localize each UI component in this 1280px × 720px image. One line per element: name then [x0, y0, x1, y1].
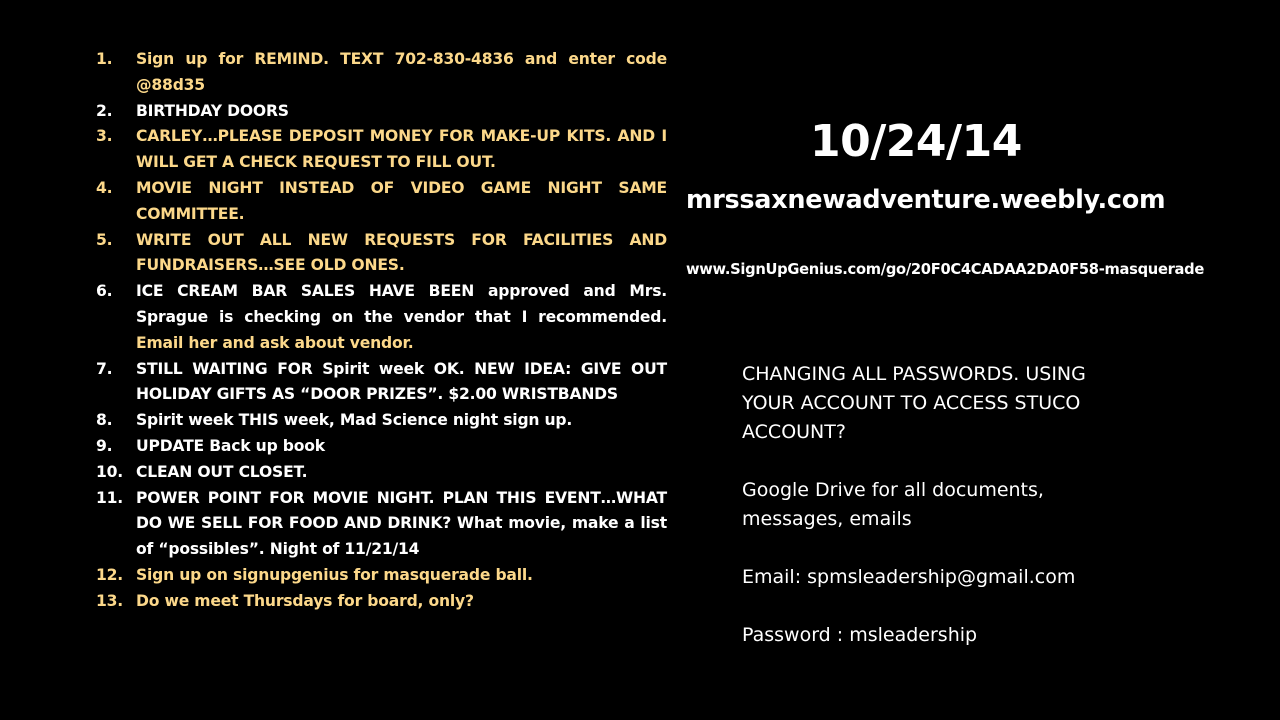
item-text: Sign up on signupgenius for masquerade ball. — [136, 565, 533, 584]
list-item — [96, 228, 667, 280]
item-text: UPDATE Back up book — [136, 436, 325, 455]
item-number: 2. — [96, 101, 113, 120]
item-number: 9. — [96, 436, 113, 455]
item-number: 3. — [96, 127, 113, 146]
item-text: WRITE OUT ALL NEW REQUESTS FOR FACILITIES AND FUNDRAISERS…SEE OLD ONES. — [136, 230, 667, 275]
item-number: 12. — [96, 565, 124, 584]
list-item — [96, 357, 667, 409]
agenda-list — [96, 47, 667, 615]
item-number: 13. — [96, 591, 124, 610]
item-text: CARLEY…PLEASE DEPOSIT MONEY FOR MAKE-UP KITS. AND I WILL GET A CHECK REQUEST TO FILL OUT. — [136, 127, 667, 172]
signup-link[interactable]: www.SignUpGenius.com/go/20F0C4CADAA2DA0F58-masquerade — [686, 261, 1205, 278]
item-number: 6. — [96, 282, 113, 301]
date-heading: 10/24/14 — [810, 116, 1022, 167]
list-item — [96, 460, 667, 486]
item-number: 1. — [96, 50, 113, 68]
item-text: Do we meet Thursdays for board, only? — [136, 591, 474, 610]
item-text: BIRTHDAY DOORS — [136, 101, 289, 120]
password-note: Password : msleadership — [742, 624, 978, 646]
list-item — [96, 434, 667, 460]
list-item — [96, 486, 667, 563]
item-number: 5. — [96, 230, 113, 249]
item-text: CLEAN OUT CLOSET. — [136, 462, 308, 481]
list-item — [96, 124, 667, 176]
list-item — [96, 176, 667, 228]
item-number: 8. — [96, 411, 113, 430]
item-number: 11. — [96, 488, 124, 507]
list-item — [96, 279, 667, 356]
notes-box — [742, 360, 1142, 650]
list-item — [96, 589, 667, 615]
email-note: Email: spmsleadership@gmail.com — [742, 566, 1076, 588]
item-text: POWER POINT FOR MOVIE NIGHT. PLAN THIS EVENT…WHAT DO WE SELL FOR FOOD AND DRINK? What movie, make a list of “possibles”. Night of 11/21/14 — [136, 488, 667, 559]
list-item — [96, 99, 667, 125]
item-text: Sign up for REMIND. TEXT 702-830-4836 and enter code @88d35 — [136, 50, 667, 94]
website-link[interactable]: mrssaxnewadventure.weebly.com — [686, 185, 1166, 215]
item-number: 7. — [96, 359, 113, 378]
item-text: Spirit week THIS week, Mad Science night sign up. — [136, 411, 573, 430]
item-text: STILL WAITING FOR Spirit week OK. NEW IDEA: GIVE OUT HOLIDAY GIFTS AS “DOOR PRIZES”. $2.00 WRISTBANDS — [136, 359, 667, 404]
list-item — [96, 408, 667, 434]
list-item — [96, 47, 667, 99]
item-text-highlight: Email her and ask about vendor. — [136, 333, 414, 352]
list-item — [96, 563, 667, 589]
item-number: 10. — [96, 462, 124, 481]
item-number: 4. — [96, 178, 113, 197]
passwords-note: CHANGING ALL PASSWORDS. USING YOUR ACCOUNT TO ACCESS STUCO ACCOUNT? — [742, 363, 1086, 443]
item-text: ICE CREAM BAR SALES HAVE BEEN approved and Mrs. Sprague is checking on the vendor that I recommended. — [136, 282, 667, 326]
drive-note: Google Drive for all documents, messages, emails — [742, 479, 1044, 530]
item-text: MOVIE NIGHT INSTEAD OF VIDEO GAME NIGHT SAME COMMITTEE. — [136, 178, 667, 223]
